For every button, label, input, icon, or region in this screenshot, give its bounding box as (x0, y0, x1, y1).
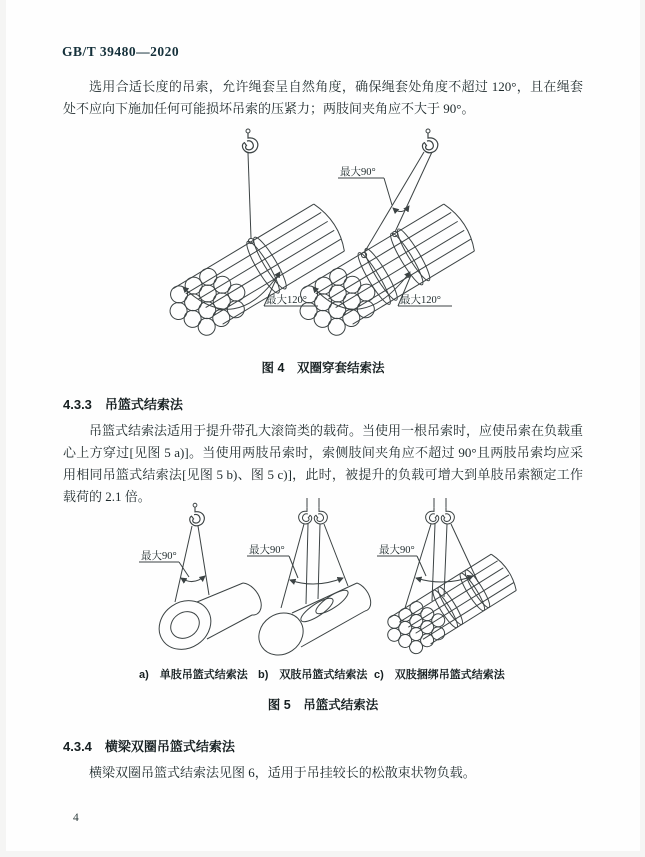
pipe-bundle (159, 199, 350, 347)
section-4-3-4-heading: 4.3.4 横梁双圈吊篮式结索法 (63, 739, 235, 754)
max-90-label: 最大90° (340, 167, 376, 178)
figure5-caption: 图 5 吊篮式结索法 (267, 698, 379, 712)
figure4-left-angle-label (264, 275, 318, 306)
crane-hook-icon (190, 503, 205, 526)
crane-hook-icon (441, 507, 454, 524)
figure4-right-diagram (289, 129, 480, 347)
standard-number-header: GB/T 39480—2020 (62, 44, 180, 59)
figure5-subcaption-a: a) 单肢吊篮式结索法 (139, 669, 248, 681)
figure4-right-90-label (338, 165, 392, 205)
max-120-label-right: 最大120° (400, 295, 441, 306)
figure5-b-diagram (247, 498, 371, 663)
figure4-right-angle-label (398, 275, 452, 306)
hollow-drum (150, 583, 261, 659)
crane-hook-icon (426, 507, 439, 524)
figure4-left-diagram (159, 129, 350, 347)
figure5-diagram (85, 498, 565, 670)
figure5-a-diagram (139, 503, 261, 659)
max-90-label-c: 最大90° (379, 545, 415, 556)
crane-hook-icon (422, 129, 437, 153)
intro-paragraph: 选用合适长度的吊索，允许绳套呈自然角度，确保绳套处角度不超过 120°，且在绳套处不应向下施加任何可能损坏吊索的压紧力；两肢间夹角应不大于 90°。 (63, 79, 583, 116)
section-4-3-4-paragraph: 横梁双圈吊篮式结索法见图 6，适用于吊挂较长的松散束状物负载。 (89, 765, 476, 780)
crane-hook-icon (242, 129, 257, 153)
pipe-bundle (379, 551, 520, 663)
figure5-c-diagram (377, 498, 520, 662)
max-90-label-b: 最大90° (249, 545, 285, 556)
max-90-label-a: 最大90° (141, 551, 177, 562)
drum (251, 583, 371, 663)
section-4-3-3-heading: 4.3.3 吊篮式结索法 (63, 397, 183, 412)
figure5-subcaption-b: b) 双肢吊篮式结索法 (258, 669, 368, 681)
document-page (6, 0, 640, 851)
pipe-bundle (289, 199, 480, 347)
page-number: 4 (73, 812, 79, 824)
crane-hook-icon (299, 507, 312, 524)
figure5-c-angle-label (377, 543, 426, 576)
figure4-caption: 图 4 双圈穿套结索法 (261, 361, 385, 375)
crane-hook-icon (314, 507, 327, 524)
max-120-label-left: 最大120° (266, 295, 307, 306)
figure4-diagram (88, 122, 558, 360)
section-4-3-3-paragraph: 吊篮式结索法适用于提升带孔大滚筒类的载荷。当使用一根吊索时，应使吊索在负载重心上方穿过[见图 5 a)]。当使用两肢吊索时，索侧肢间夹角应不超过 90°且两肢吊索均应采用相同吊篮式结索法[见图 5 b)、图 5 c)]，此时，被提升的负载可增大到单肢吊索额定工作载荷的 2.1 倍。 (63, 423, 584, 504)
figure5-subcaption-c: c) 双肢捆绑吊篮式结索法 (374, 669, 505, 681)
